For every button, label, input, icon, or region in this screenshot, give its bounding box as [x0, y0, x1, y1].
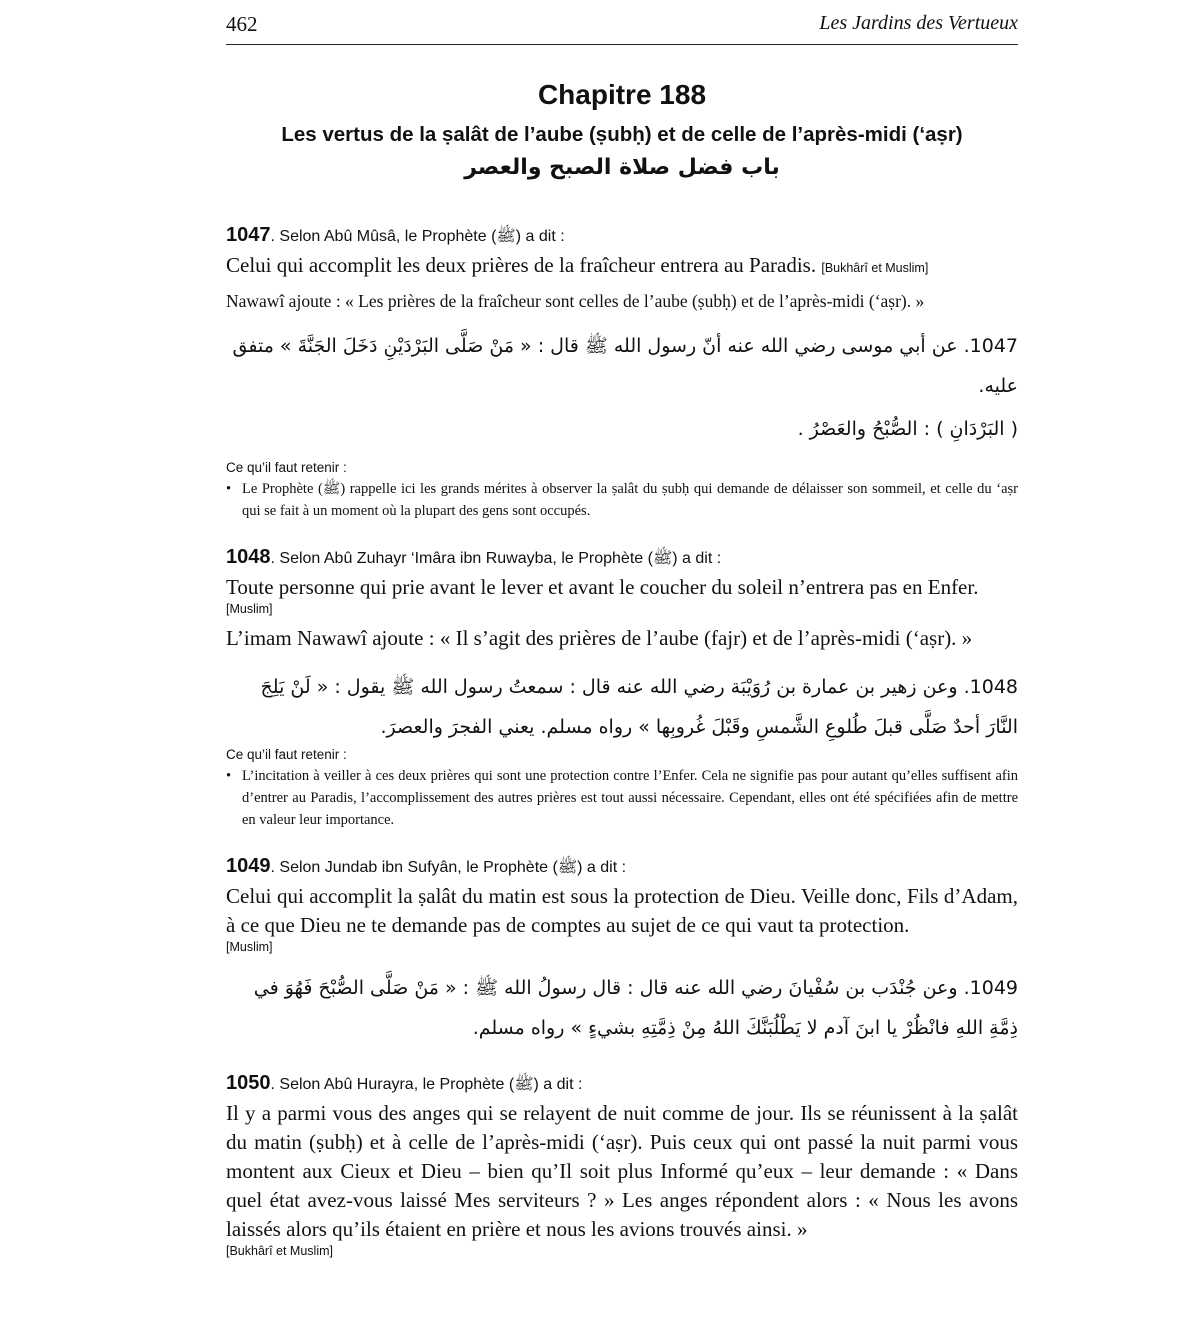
hadith-source: [Bukhârî et Muslim] [821, 261, 929, 275]
retain-label: Ce qu’il faut retenir : [226, 460, 347, 475]
hadith-text-content: Celui qui accomplit les deux prières de la fraîcheur entrera au Paradis. [226, 253, 817, 277]
bullet-icon: • [226, 481, 232, 497]
hadith-number: 1047 [226, 224, 271, 246]
hadith-arabic: 1049. وعن جُنْدَب بن سُفْيانَ رضي الله عنه قال : قال رسولُ الله ﷺ : « مَنْ صَلَّى الصُّبْحَ فَهُوَ في ذِمَّةِ اللهِ فانْظُرْ يا ابنَ آدم لا يَطْلُبَنَّكَ اللهُ مِنْ ذِمَّتِهِ بشيءٍ » رواه مسلم. [253, 977, 1018, 1039]
hadith-text: Celui qui accomplit la ṣalât du matin est sous la protection de Dieu. Veille donc, Fils d’Adam, à ce que Dieu ne te demande pas de comptes au sujet de ce qui vaut ta protection. [226, 884, 1018, 937]
hadith-1047 [226, 224, 1018, 522]
hadith-note: Nawawî ajoute : « Les prières de la fraîcheur sont celles de l’aube (ṣubḥ) et de l’après-midi (‘aṣr). » [226, 291, 925, 311]
hadith-heading [226, 224, 1018, 249]
hadith-source: [Muslim] [226, 940, 273, 954]
hadith-number: 1050 [226, 1072, 271, 1094]
hadith-arabic-note: ( البَرْدَانِ ) : الصُّبْحُ والعَصْرُ . [797, 418, 1018, 440]
hadith-intro: . Selon Abû Mûsâ, le Prophète (ﷺ) a dit : [270, 228, 565, 245]
page [226, 0, 1018, 1258]
chapter-title: Chapitre 188 [537, 79, 707, 110]
running-title: Les Jardins des Vertueux [819, 12, 1018, 34]
hadith-source: [Bukhârî et Muslim] [226, 1244, 333, 1258]
page-number: 462 [226, 12, 258, 36]
hadith-heading [226, 546, 1018, 571]
hadith-heading [226, 1072, 1018, 1097]
chapter-subtitle: Les vertus de la ṣalât de l’aube (ṣubḥ) et de celle de l’après-midi (‘aṣr) [281, 123, 963, 146]
chapter-arabic-title: باب فضل صلاة الصبح والعصر [464, 155, 780, 180]
hadith-heading [226, 855, 1018, 880]
hadith-text [226, 251, 1018, 283]
hadith-arabic: 1047. عن أبي موسى رضي الله عنه أنّ رسول الله ﷺ قال : « مَنْ صَلَّى البَرْدَيْنِ دَخَلَ الجَنَّةَ » متفق عليه. [232, 335, 1018, 397]
hadith-1049 [226, 855, 1018, 1048]
hadith-arabic: 1048. وعن زهير بن عمارة بن رُوَيْبَة رضي الله عنه قال : سمعتُ رسول الله ﷺ يقول : « لَنْ يَلِجَ النَّارَ أحدٌ صَلَّى قبلَ طُلوعِ الشَّمسِ وقَبْلَ غُروبِها » رواه مسلم. يعني الفجرَ والعصرَ. [260, 676, 1018, 738]
hadith-intro: . Selon Abû Hurayra, le Prophète (ﷺ) a dit : [270, 1076, 583, 1093]
hadith-text: Toute personne qui prie avant le lever et avant le coucher du soleil n’entrera pas en Enfer. [226, 575, 979, 599]
retain-text: Le Prophète (ﷺ) rappelle ici les grands mérites à observer la ṣalât du ṣubḥ qui demande de délaisser son sommeil, et celle du ‘aṣr qui se fait à un moment où la plupart des gens sont occupés. [242, 481, 1018, 519]
hadith-source: [Muslim] [226, 602, 273, 616]
hadith-number: 1049 [226, 855, 271, 877]
hadith-1050 [226, 1072, 1018, 1258]
retain-text: L’incitation à veiller à ces deux prières qui sont une protection contre l’Enfer. Cela ne signifie pas pour autant qu’elles suffisent afin d’entrer au Paradis, l’accomplissement des autres prières est tout aussi nécessaire. Cependant, elles ont été spécifiées afin de mettre en valeur leur importance. [242, 768, 1018, 828]
hadith-text: Il y a parmi vous des anges qui se relayent de nuit comme de jour. Ils se réunissent à la ṣalât du matin (ṣubḥ) et à celle de l’après-midi (‘aṣr). Puis ceux qui ont passé la nuit parmi vous montent aux Cieux et Dieu – bien qu’Il soit plus Informé qu’eux – leur demande : « Dans quel état avez-vous laissé Mes serviteurs ? » Les anges répondent alors : « Nous les avons laissés alors qu’ils étaient en prière et nous les avions trouvés ainsi. » [226, 1101, 1018, 1241]
hadith-intro: . Selon Abû Zuhayr ‘Imâra ibn Ruwayba, le Prophète (ﷺ) a dit : [270, 550, 722, 567]
hadith-number: 1048 [226, 546, 271, 568]
hadith-intro: . Selon Jundab ibn Sufyân, le Prophète (ﷺ) a dit : [270, 859, 627, 876]
hadith-1048 [226, 546, 1018, 831]
running-header [226, 0, 1018, 45]
retain-label: Ce qu’il faut retenir : [226, 747, 347, 762]
retain-item [226, 765, 1018, 831]
bullet-icon: • [226, 768, 232, 784]
hadith-note: L’imam Nawawî ajoute : « Il s’agit des prières de l’aube (fajr) et de l’après-midi (‘aṣr). » [226, 626, 973, 650]
retain-item [226, 478, 1018, 522]
